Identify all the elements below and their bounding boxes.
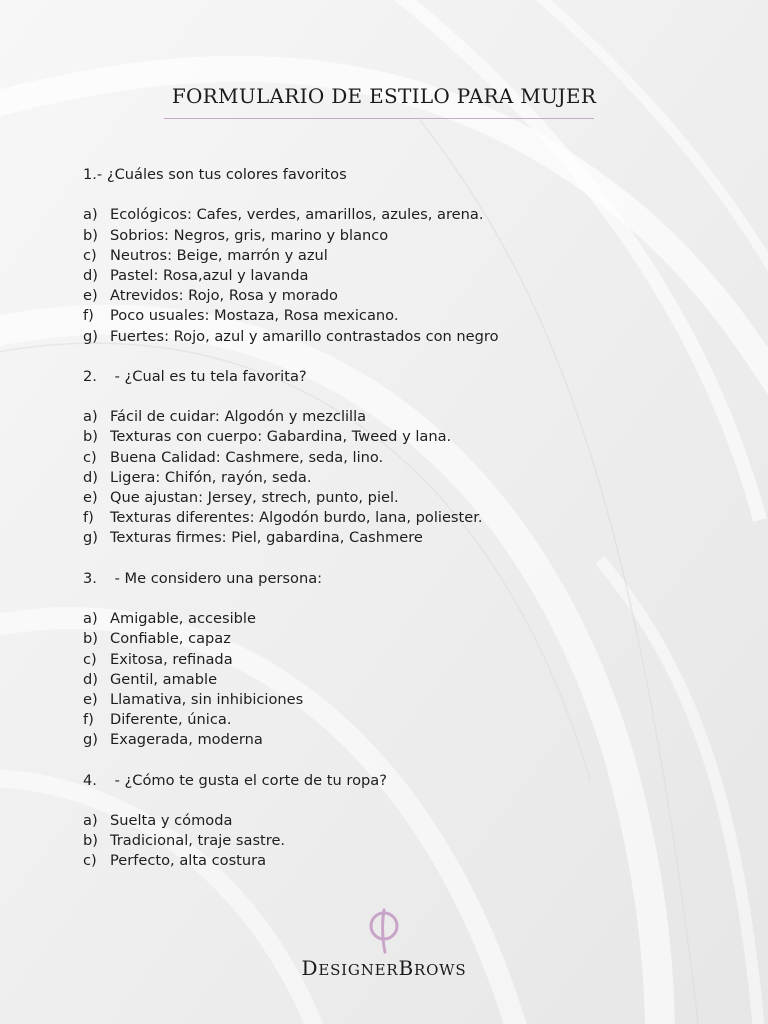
option-text: Texturas firmes: Piel, gabardina, Cashmere [110, 529, 423, 547]
option-list [83, 205, 703, 346]
question-number: 3. [83, 569, 97, 587]
question-text: - Me considero una persona: [114, 569, 323, 587]
option-list [83, 609, 703, 750]
option-letter: d) [83, 468, 98, 486]
option-letter: g) [83, 529, 98, 547]
list-item [83, 286, 703, 306]
brand-rest-2: ROWS [413, 961, 467, 979]
option-text: Fuertes: Rojo, azul y amarillo contrastados con negro [110, 327, 499, 345]
list-item [83, 609, 703, 629]
option-letter: e) [83, 489, 98, 506]
list-item [83, 508, 703, 528]
list-item [83, 629, 703, 649]
option-text: Perfecto, alta costura [110, 852, 267, 870]
list-item [83, 831, 703, 851]
brand-initial-1: D [301, 956, 319, 980]
option-text: Llamativa, sin inhibiciones [110, 690, 304, 708]
list-item [83, 690, 703, 710]
option-letter: c) [83, 852, 97, 870]
option-letter: b) [83, 226, 98, 244]
option-text: Ecológicos: Cafes, verdes, amarillos, azules, arena. [110, 206, 484, 224]
option-letter: c) [83, 650, 97, 668]
option-text: Sobrios: Negros, gris, marino y blanco [110, 226, 389, 244]
title-underline [164, 118, 594, 119]
option-letter: b) [83, 832, 98, 850]
question-number: 1.- [83, 166, 103, 183]
list-item [83, 407, 703, 427]
option-text: Suelta y cómoda [110, 812, 233, 829]
option-letter: b) [83, 630, 98, 648]
question-block [83, 771, 703, 872]
question-heading [83, 165, 703, 185]
option-letter: d) [83, 670, 98, 688]
list-item [83, 205, 703, 225]
list-item [83, 670, 703, 690]
question-block [83, 165, 703, 347]
list-item [83, 468, 703, 488]
option-text: Tradicional, traje sastre. [110, 832, 286, 850]
option-text: Diferente, única. [110, 711, 232, 729]
option-text: Atrevidos: Rojo, Rosa y morado [110, 287, 338, 305]
option-letter: f) [83, 509, 94, 527]
document-title: FORMULARIO DE ESTILO PARA MUJER [171, 84, 597, 108]
question-block [83, 367, 703, 549]
option-letter: a) [83, 408, 98, 426]
option-letter: a) [83, 610, 98, 628]
question-heading [83, 367, 703, 387]
option-letter: e) [83, 690, 98, 708]
option-text: Confiable, capaz [110, 630, 231, 648]
option-letter: c) [83, 448, 97, 466]
option-text: Poco usuales: Mostaza, Rosa mexicano. [110, 307, 399, 325]
list-item [83, 650, 703, 670]
option-letter: f) [83, 711, 94, 729]
question-text: - ¿Cual es tu tela favorita? [114, 367, 307, 385]
question-heading [83, 771, 703, 791]
question-number: 2. [83, 367, 97, 385]
list-item [83, 427, 703, 447]
option-text: Que ajustan: Jersey, strech, punto, piel. [110, 489, 399, 506]
brand-logo [0, 908, 768, 980]
list-item [83, 448, 703, 468]
list-item [83, 226, 703, 246]
brand-initial-2: B [398, 956, 414, 980]
list-item [83, 246, 703, 266]
option-letter: a) [83, 812, 98, 829]
list-item [83, 730, 703, 750]
question-text: ¿Cuáles son tus colores favoritos [106, 166, 347, 183]
list-item [83, 266, 703, 286]
phi-symbol-icon [364, 908, 404, 954]
option-text: Fácil de cuidar: Algodón y mezclilla [110, 408, 367, 426]
brand-rest-1: ESIGNER [318, 961, 399, 979]
option-letter: d) [83, 266, 98, 284]
brand-name [0, 956, 768, 980]
list-item [83, 851, 703, 871]
option-letter: g) [83, 731, 98, 749]
question-text: - ¿Cómo te gusta el corte de tu ropa? [114, 771, 387, 789]
option-letter: a) [83, 206, 98, 224]
option-text: Pastel: Rosa,azul y lavanda [110, 266, 309, 284]
option-text: Amigable, accesible [110, 610, 256, 628]
question-number: 4. [83, 771, 97, 789]
option-text: Gentil, amable [110, 670, 218, 688]
option-text: Texturas con cuerpo: Gabardina, Tweed y lana. [110, 428, 452, 446]
option-list [83, 407, 703, 548]
option-text: Exitosa, refinada [110, 650, 233, 668]
list-item [83, 327, 703, 347]
option-letter: b) [83, 428, 98, 446]
option-text: Ligera: Chifón, rayón, seda. [110, 468, 312, 486]
option-list [83, 811, 703, 872]
question-block [83, 569, 703, 751]
question-heading [83, 569, 703, 589]
option-text: Neutros: Beige, marrón y azul [110, 246, 328, 264]
option-letter: f) [83, 307, 94, 325]
list-item [83, 306, 703, 326]
option-letter: g) [83, 327, 98, 345]
questionnaire [83, 165, 703, 892]
list-item [83, 710, 703, 730]
list-item [83, 488, 703, 508]
option-text: Buena Calidad: Cashmere, seda, lino. [110, 448, 384, 466]
option-text: Texturas diferentes: Algodón burdo, lana, poliester. [110, 509, 483, 527]
option-letter: e) [83, 287, 98, 305]
option-text: Exagerada, moderna [110, 731, 263, 749]
list-item [83, 811, 703, 831]
list-item [83, 528, 703, 548]
option-letter: c) [83, 246, 97, 264]
